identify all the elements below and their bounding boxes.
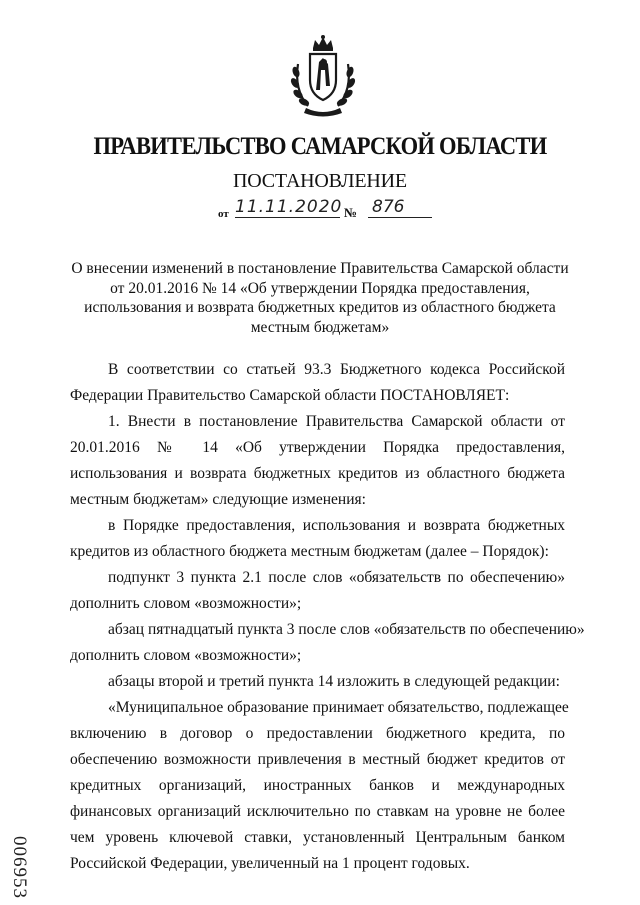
body-line: «Муниципальное образование принимает обязательство, подлежащее (108, 699, 569, 716)
document-type: ПОСТАНОВЛЕНИЕ (233, 170, 407, 192)
date-number-line (218, 199, 438, 221)
body-line: местным бюджетам» следующие изменения: (70, 491, 366, 508)
body-line: кредитных организаций, иностранных банков и международных (70, 777, 565, 794)
body-line: дополнить словом «возможности»; (70, 647, 302, 664)
decree-subject (40, 259, 600, 337)
subject-line: О внесении изменений в постановление Правительства Самарской области (71, 260, 569, 277)
body-line: кредитов из областного бюджета местным бюджетам (далее – Порядок): (70, 543, 549, 560)
number-sign: № (344, 205, 358, 220)
body-line: абзацы второй и третий пункта 14 изложить в следующей редакции: (108, 673, 560, 690)
samara-coat-of-arms-icon (288, 34, 358, 118)
body-line: подпункт 3 пункта 2.1 после слов «обязательств по обеспечению» (108, 569, 565, 586)
body-line: Федерации Правительство Самарской области ПОСТАНОВЛЯЕТ: (70, 387, 510, 404)
body-line: Российской Федерации, увеличенный на 1 процент годовых. (70, 855, 470, 872)
decree-number: 876 (368, 197, 432, 218)
body-line: 1. Внести в постановление Правительства Самарской области от (108, 413, 565, 430)
subject-line: использования и возврата бюджетных кредитов из областного бюджета (84, 299, 556, 316)
body-line: финансовых организаций исключительно по ставкам на уровне не более (70, 803, 565, 820)
body-line: абзац пятнадцатый пункта 3 после слов «обязательств по обеспечению» (108, 621, 585, 638)
subject-line: от 20.01.2016 № 14 «Об утверждении Порядка предоставления, (110, 279, 530, 297)
body-line: В соответствии со статьей 93.3 Бюджетного кодекса Российской (108, 361, 565, 378)
body-line: использования и возврата бюджетных кредитов из областного бюджета (70, 465, 565, 482)
side-registration-number: 006953 (9, 836, 30, 899)
body-line: дополнить словом «возможности»; (70, 595, 302, 612)
body-line: 20.01.2016 № 14 «Об утверждении Порядка предоставления, (70, 439, 565, 456)
date-prefix: от (218, 208, 229, 220)
subject-line: местным бюджетам» (250, 318, 390, 336)
body-line: чем уровень ключевой ставки, установленный Центральным банком (70, 829, 565, 846)
body-line: в Порядке предоставления, использования и возврата бюджетных (108, 517, 565, 534)
body-line: обеспечению возможности привлечения в местный бюджет кредитов от (70, 751, 565, 768)
decree-date: 11.11.2020 (235, 197, 343, 217)
body-line: включению в договор о предоставлении бюджетного кредита, по (70, 725, 565, 742)
government-title: ПРАВИТЕЛЬСТВО САМАРСКОЙ ОБЛАСТИ (93, 133, 547, 160)
decree-body (70, 357, 585, 877)
